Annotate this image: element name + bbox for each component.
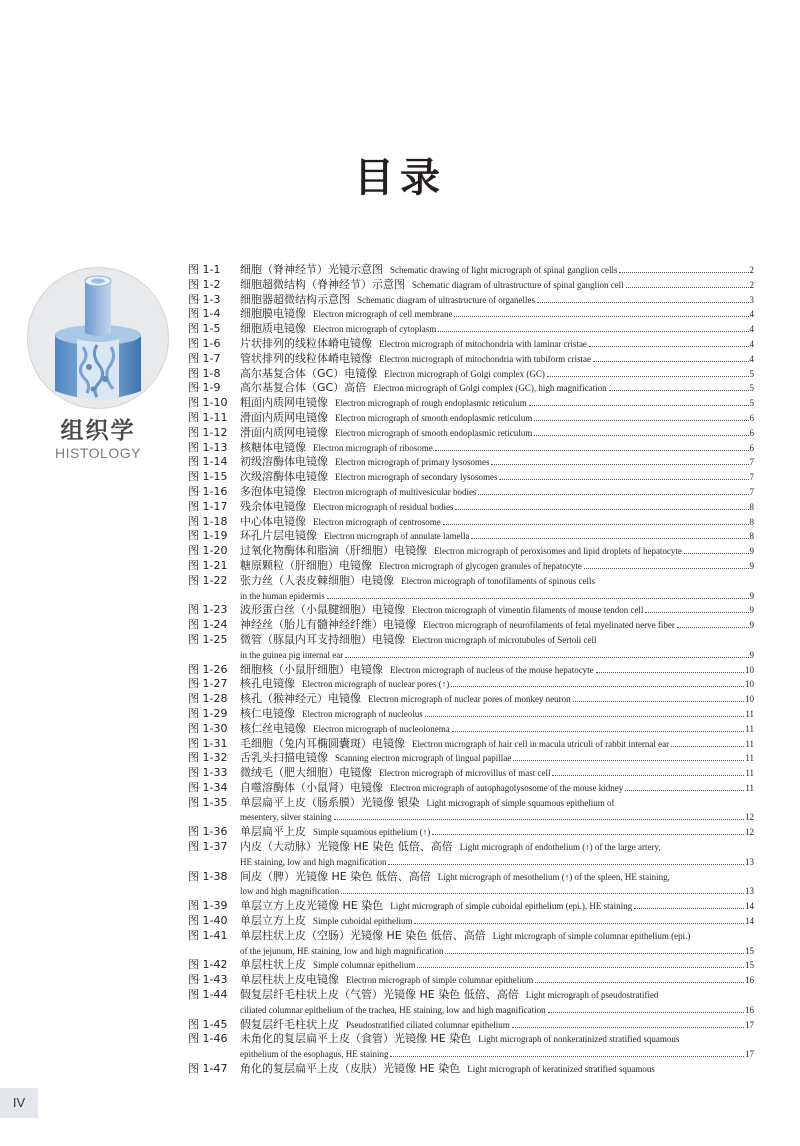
entry-title-en: Electron micrograph of hair cell in macula utriculi of rabbit internal ear xyxy=(412,738,670,749)
entry-title-zh: 细胞膜电镜像 xyxy=(240,307,306,321)
entry-title-zh: 神经丝（胎儿有髓神经纤维）电镜像 xyxy=(240,618,416,632)
toc-entry[interactable] xyxy=(188,870,754,900)
page-number: IV xyxy=(0,1088,38,1118)
leader-dots xyxy=(573,701,744,702)
entry-page: 11 xyxy=(745,768,754,779)
leader-dots xyxy=(625,790,744,791)
entry-title-en-cont: ciliated columnar epithelium of the trachea, HE staining, low and high magnification xyxy=(240,1004,546,1015)
entry-title-en: Light micrograph of endothelium (↑) of the large artery, xyxy=(459,842,661,853)
figure-number: 图 1-43 xyxy=(188,973,228,987)
entry-title-en: Electron micrograph of nucleolus xyxy=(302,708,423,719)
figure-number: 图 1-25 xyxy=(188,632,228,646)
leader-dots xyxy=(535,982,744,983)
figure-number: 图 1-45 xyxy=(188,1017,228,1031)
toc-entry[interactable] xyxy=(188,396,754,411)
entry-page: 9 xyxy=(749,605,754,616)
figure-number: 图 1-24 xyxy=(188,618,228,632)
leader-dots xyxy=(443,524,749,525)
entry-title-zh: 核孔电镜像 xyxy=(240,677,295,691)
entry-page: 4 xyxy=(749,324,754,335)
table-of-contents xyxy=(188,263,754,1077)
leader-dots xyxy=(438,331,748,332)
figure-number: 图 1-37 xyxy=(188,840,228,854)
toc-entry[interactable] xyxy=(188,559,754,574)
entry-title-en: Electron micrograph of secondary lysosomes xyxy=(335,472,498,483)
figure-number: 图 1-9 xyxy=(188,381,221,395)
entry-page: 13 xyxy=(745,886,754,897)
entry-page: 4 xyxy=(749,309,754,320)
entry-title-en: Electron micrograph of autophagolysosome of the mouse kidney xyxy=(390,782,624,793)
figure-number: 图 1-35 xyxy=(188,795,228,809)
figure-number: 图 1-5 xyxy=(188,322,221,336)
leader-dots xyxy=(452,731,745,732)
figure-number: 图 1-33 xyxy=(188,766,228,780)
figure-number: 图 1-27 xyxy=(188,677,228,691)
entry-title-zh: 内皮（大动脉）光镜像 HE 染色 低倍、高倍 xyxy=(240,840,453,854)
toc-entry[interactable] xyxy=(188,766,754,781)
entry-page: 10 xyxy=(745,694,754,705)
figure-number: 图 1-14 xyxy=(188,455,228,469)
toc-entry[interactable] xyxy=(188,500,754,515)
entry-page: 9 xyxy=(749,649,754,660)
toc-entry[interactable] xyxy=(188,1018,754,1033)
entry-title-en: Electron micrograph of nuclear pores of monkey neuron xyxy=(368,694,571,705)
entry-page: 9 xyxy=(749,620,754,631)
entry-page: 3 xyxy=(749,294,754,305)
entry-title-en: Electron micrograph of Golgi complex (GC) xyxy=(384,368,545,379)
leader-dots xyxy=(445,953,744,954)
entry-title-en: Simple columnar epithelium xyxy=(313,960,416,971)
toc-entry[interactable] xyxy=(188,426,754,441)
leader-dots xyxy=(345,657,748,658)
leader-dots xyxy=(609,390,749,391)
entry-title-zh: 间皮（脾）光镜像 HE 染色 低倍、高倍 xyxy=(240,869,431,883)
entry-title-en-cont: low and high magnification xyxy=(240,886,340,897)
entry-title-zh: 细胞质电镜像 xyxy=(240,322,306,336)
toc-entry[interactable] xyxy=(188,707,754,722)
figure-number: 图 1-10 xyxy=(188,396,228,410)
leader-dots xyxy=(327,598,749,599)
figure-number: 图 1-8 xyxy=(188,366,221,380)
leader-dots xyxy=(626,287,749,288)
figure-number: 图 1-15 xyxy=(188,470,228,484)
leader-dots xyxy=(671,746,744,747)
entry-page: 9 xyxy=(749,590,754,601)
entry-page: 15 xyxy=(745,960,754,971)
entry-title-en: Electron micrograph of simple columnar epithelium xyxy=(346,975,534,986)
figure-number: 图 1-1 xyxy=(188,263,221,276)
entry-page: 16 xyxy=(745,975,754,986)
leader-dots xyxy=(432,834,744,835)
leader-dots xyxy=(414,923,744,924)
entry-title-zh: 单层柱状上皮电镜像 xyxy=(240,973,339,987)
entry-title-en: Electron micrograph of neurofilaments of fetal myelinated nerve fiber xyxy=(423,620,675,631)
toc-entry[interactable] xyxy=(188,1032,754,1062)
leader-dots xyxy=(529,405,749,406)
entry-title-zh: 环孔片层电镜像 xyxy=(240,529,317,543)
entry-page: 12 xyxy=(745,812,754,823)
figure-number: 图 1-41 xyxy=(188,928,228,942)
entry-title-en-cont: in the guinea pig internal ear xyxy=(240,649,344,660)
figure-number: 图 1-30 xyxy=(188,721,228,735)
entry-title-en: Light micrograph of mesothelium (↑) of the spleen, HE staining, xyxy=(437,871,670,882)
entry-title-en: Electron micrograph of tonofilaments of spinous cells xyxy=(401,575,595,586)
entry-title-zh: 舌乳头扫描电镜像 xyxy=(240,751,328,765)
entry-title-en: Light micrograph of pseudostratified xyxy=(525,990,659,1001)
entry-title-zh: 滑面内质网电镜像 xyxy=(240,410,328,424)
section-title-en: HISTOLOGY xyxy=(55,445,141,461)
figure-number: 图 1-16 xyxy=(188,484,228,498)
leader-dots xyxy=(451,686,744,687)
figure-number: 图 1-31 xyxy=(188,736,228,750)
leader-dots xyxy=(390,1056,744,1057)
toc-entry[interactable] xyxy=(188,441,754,456)
entry-title-en: Electron micrograph of nucleus of the mouse hepatocyte xyxy=(390,664,594,675)
leader-dots xyxy=(388,864,744,865)
entry-title-zh: 管状排列的线粒体嵴电镜像 xyxy=(240,351,372,365)
entry-title-zh: 毛细胞（兔内耳椭圆囊斑）电镜像 xyxy=(240,736,405,750)
toc-entry[interactable] xyxy=(188,825,754,840)
toc-entry[interactable] xyxy=(188,515,754,530)
entry-page: 5 xyxy=(749,398,754,409)
entry-title-en: Electron micrograph of nucleolonema xyxy=(313,723,450,734)
entry-page: 16 xyxy=(745,1004,754,1015)
toc-entry[interactable] xyxy=(188,692,754,707)
entry-title-en: Electron micrograph of microvillus of mast cell xyxy=(379,768,551,779)
entry-title-zh: 过氧化物酶体和脂滴（肝细胞）电镜像 xyxy=(240,544,427,558)
entry-title-en: Electron micrograph of cytoplasm xyxy=(313,324,437,335)
figure-number: 图 1-18 xyxy=(188,514,228,528)
leader-dots xyxy=(552,775,744,776)
entry-title-zh: 粗面内质网电镜像 xyxy=(240,396,328,410)
entry-title-en-cont: HE staining, low and high magnification xyxy=(240,856,387,867)
cell-cylinder-icon xyxy=(27,267,169,409)
leader-dots xyxy=(634,908,744,909)
leader-dots xyxy=(334,819,744,820)
toc-entry[interactable] xyxy=(188,1062,754,1077)
figure-number: 图 1-4 xyxy=(188,307,221,321)
entry-title-en: Schematic diagram of ultrastructure of spinal ganglion cell xyxy=(412,279,624,290)
entry-title-zh: 片状排列的线粒体嵴电镜像 xyxy=(240,336,372,350)
leader-dots xyxy=(589,346,749,347)
figure-number: 图 1-28 xyxy=(188,692,228,706)
entry-title-en: Electron micrograph of Golgi complex (GC), high magnification xyxy=(373,383,607,394)
entry-page: 9 xyxy=(749,546,754,557)
entry-title-en: Electron micrograph of cell membrane xyxy=(313,309,453,320)
leader-dots xyxy=(596,672,744,673)
figure-number: 图 1-21 xyxy=(188,558,228,572)
figure-number: 图 1-20 xyxy=(188,544,228,558)
entry-page: 8 xyxy=(749,531,754,542)
entry-title-zh: 假复层纤毛柱状上皮 xyxy=(240,1017,339,1031)
leader-dots xyxy=(512,1027,744,1028)
entry-title-en: Electron micrograph of ribosome xyxy=(313,442,433,453)
figure-number: 图 1-19 xyxy=(188,529,228,543)
entry-title-zh: 核仁电镜像 xyxy=(240,706,295,720)
toc-entry[interactable] xyxy=(188,367,754,382)
entry-page: 8 xyxy=(749,516,754,527)
entry-title-en: Simple squamous epithelium (↑) xyxy=(313,827,431,838)
figure-number: 图 1-36 xyxy=(188,825,228,839)
leader-dots xyxy=(417,967,744,968)
entry-title-zh: 单层柱状上皮 xyxy=(240,958,306,972)
leader-dots xyxy=(677,627,749,628)
toc-entry[interactable] xyxy=(188,796,754,826)
entry-title-en: Electron micrograph of primary lysosomes xyxy=(335,457,490,468)
entry-title-zh: 次级溶酶体电镜像 xyxy=(240,470,328,484)
leader-dots xyxy=(537,302,748,303)
figure-number: 图 1-47 xyxy=(188,1062,228,1076)
entry-title-en: Electron micrograph of rough endoplasmic reticulum xyxy=(335,398,527,409)
entry-title-zh: 多泡体电镜像 xyxy=(240,484,306,498)
entry-title-zh: 微管（豚鼠内耳支持细胞）电镜像 xyxy=(240,632,405,646)
toc-entry[interactable] xyxy=(188,618,754,633)
toc-entry[interactable] xyxy=(188,781,754,796)
entry-title-zh: 高尔基复合体（GC）高倍 xyxy=(240,381,367,395)
entry-title-en: Electron micrograph of nuclear pores (↑) xyxy=(302,679,450,690)
entry-title-zh: 假复层纤毛柱状上皮（气管）光镜像 HE 染色 低倍、高倍 xyxy=(240,988,519,1002)
leader-dots xyxy=(548,1012,744,1013)
entry-page: 2 xyxy=(749,265,754,275)
figure-number: 图 1-34 xyxy=(188,780,228,794)
toc-entry[interactable] xyxy=(188,337,754,352)
toc-entry[interactable] xyxy=(188,293,754,308)
toc-entry[interactable] xyxy=(188,574,754,604)
entry-page: 11 xyxy=(745,782,754,793)
toc-entry[interactable] xyxy=(188,973,754,988)
entry-title-en: Electron micrograph of centrosome xyxy=(313,516,441,527)
figure-number: 图 1-23 xyxy=(188,603,228,617)
toc-entry[interactable] xyxy=(188,929,754,959)
toc-entry[interactable] xyxy=(188,470,754,485)
entry-title-zh: 微绒毛（肥大细胞）电镜像 xyxy=(240,766,372,780)
entry-title-en: Light micrograph of simple cuboidal epithelium (epi.), HE staining xyxy=(390,901,633,912)
entry-title-en: Light micrograph of simple columnar epithelium (epi.) xyxy=(492,930,691,941)
toc-entry[interactable] xyxy=(188,899,754,914)
entry-page: 8 xyxy=(749,501,754,512)
entry-title-en: Electron micrograph of annulate lamella xyxy=(324,531,470,542)
entry-title-zh: 核仁丝电镜像 xyxy=(240,721,306,735)
leader-dots xyxy=(491,464,748,465)
entry-title-en: Electron micrograph of multivesicular bodies xyxy=(313,486,477,497)
entry-page: 11 xyxy=(745,738,754,749)
entry-title-en: Electron micrograph of vimentin filaments of mouse tendon cell xyxy=(412,605,644,616)
entry-page: 7 xyxy=(749,457,754,468)
entry-page: 17 xyxy=(745,1049,754,1060)
entry-title-zh: 波形蛋白丝（小鼠腱细胞）电镜像 xyxy=(240,603,405,617)
leader-dots xyxy=(499,479,748,480)
entry-title-en: Schematic drawing of light micrograph of spinal ganglion cells xyxy=(390,265,618,275)
leader-dots xyxy=(619,272,748,273)
entry-page: 14 xyxy=(745,901,754,912)
entry-title-en: Light micrograph of keratinized stratified squamous xyxy=(467,1064,655,1075)
figure-number: 图 1-46 xyxy=(188,1032,228,1046)
section-title-zh: 组织学 xyxy=(60,418,136,444)
entry-page: 4 xyxy=(749,338,754,349)
entry-page: 5 xyxy=(749,368,754,379)
entry-title-en: Schematic diagram of ultrastructure of organelles xyxy=(357,294,536,305)
toc-entry[interactable] xyxy=(188,958,754,973)
leader-dots xyxy=(478,494,748,495)
leader-dots xyxy=(645,612,748,613)
leader-dots xyxy=(454,316,748,317)
toc-entry[interactable] xyxy=(188,485,754,500)
entry-page: 14 xyxy=(745,916,754,927)
entry-title-zh: 初级溶酶体电镜像 xyxy=(240,455,328,469)
leader-dots xyxy=(593,361,749,362)
leader-dots xyxy=(435,450,749,451)
entry-title-en: Electron micrograph of glycogen granules of hepatocyte xyxy=(379,560,582,571)
entry-page: 7 xyxy=(749,472,754,483)
entry-title-en: Electron micrograph of peroxisomes and lipid droplets of hepatocyte xyxy=(434,546,682,557)
entry-title-en: Scanning electron micrograph of lingual papillae xyxy=(335,753,512,764)
figure-number: 图 1-40 xyxy=(188,914,228,928)
entry-title-zh: 细胞核（小鼠肝细胞）电镜像 xyxy=(240,662,383,676)
leader-dots xyxy=(684,553,749,554)
entry-title-zh: 单层立方上皮 xyxy=(240,914,306,928)
toc-entry[interactable] xyxy=(188,278,754,293)
entry-title-zh: 角化的复层扁平上皮（皮肤）光镜像 HE 染色 xyxy=(240,1062,461,1076)
figure-number: 图 1-12 xyxy=(188,425,228,439)
entry-title-en: Electron micrograph of mitochondria with laminar cristae xyxy=(379,338,587,349)
entry-title-en-cont: mesentery, silver staining xyxy=(240,812,332,823)
entry-title-zh: 单层扁平上皮 xyxy=(240,825,306,839)
leader-dots xyxy=(425,716,745,717)
entry-title-zh: 糖原颗粒（肝细胞）电镜像 xyxy=(240,558,372,572)
toc-entry[interactable] xyxy=(188,352,754,367)
toc-entry[interactable] xyxy=(188,751,754,766)
entry-page: 11 xyxy=(745,708,754,719)
leader-dots xyxy=(471,538,748,539)
toc-entry[interactable] xyxy=(188,411,754,426)
leader-dots xyxy=(455,509,748,510)
toc-entry[interactable] xyxy=(188,381,754,396)
entry-title-en-cont: epithelium of the esophagus, HE staining xyxy=(240,1049,389,1060)
entry-page: 17 xyxy=(745,1019,754,1030)
figure-number: 图 1-39 xyxy=(188,899,228,913)
toc-entry[interactable] xyxy=(188,529,754,544)
toc-entry[interactable] xyxy=(188,263,754,278)
figure-number: 图 1-32 xyxy=(188,751,228,765)
toc-entry[interactable] xyxy=(188,455,754,470)
figure-number: 图 1-7 xyxy=(188,351,221,365)
figure-number: 图 1-13 xyxy=(188,440,228,454)
entry-page: 12 xyxy=(745,827,754,838)
entry-title-en-cont: of the jejunum, HE staining, low and high magnification xyxy=(240,945,444,956)
entry-page: 9 xyxy=(749,560,754,571)
entry-title-zh: 自噬溶酶体（小鼠肾）电镜像 xyxy=(240,780,383,794)
leader-dots xyxy=(534,435,748,436)
entry-title-zh: 单层立方上皮光镜像 HE 染色 xyxy=(240,899,384,913)
entry-page: 6 xyxy=(749,412,754,423)
toc-entry[interactable] xyxy=(188,633,754,663)
figure-number: 图 1-6 xyxy=(188,336,221,350)
leader-dots xyxy=(534,420,748,421)
entry-title-en-cont: in the human epidermis xyxy=(240,590,325,601)
figure-number: 图 1-17 xyxy=(188,499,228,513)
entry-page: 5 xyxy=(749,383,754,394)
entry-page: 13 xyxy=(745,856,754,867)
toc-entry[interactable] xyxy=(188,544,754,559)
entry-title-en: Electron micrograph of mitochondria with tubiform cristae xyxy=(379,353,591,364)
toc-entry[interactable] xyxy=(188,737,754,752)
section-emblem xyxy=(27,267,169,409)
entry-page: 2 xyxy=(749,279,754,290)
entry-page: 11 xyxy=(745,753,754,764)
entry-page: 11 xyxy=(745,723,754,734)
entry-title-zh: 中心体电镜像 xyxy=(240,514,306,528)
entry-title-en: Light micrograph of simple squamous epithelium of xyxy=(426,797,615,808)
entry-page: 15 xyxy=(745,945,754,956)
entry-title-zh: 未角化的复层扁平上皮（食管）光镜像 HE 染色 xyxy=(240,1032,472,1046)
entry-title-zh: 细胞（脊神经节）光镜示意图 xyxy=(240,263,383,276)
entry-title-zh: 张力丝（人表皮棘细胞）电镜像 xyxy=(240,573,394,587)
leader-dots xyxy=(341,893,744,894)
figure-number: 图 1-22 xyxy=(188,573,228,587)
entry-title-en: Electron micrograph of residual bodies xyxy=(313,501,454,512)
entry-title-zh: 细胞超微结构（脊神经节）示意图 xyxy=(240,277,405,291)
toc-entry[interactable] xyxy=(188,677,754,692)
entry-page: 10 xyxy=(745,679,754,690)
entry-title-en: Light micrograph of nonkeratinized stratified squamous xyxy=(478,1034,680,1045)
entry-page: 4 xyxy=(749,353,754,364)
toc-entry[interactable] xyxy=(188,840,754,870)
figure-number: 图 1-11 xyxy=(188,410,228,424)
page-title: 目录 xyxy=(354,154,446,201)
entry-title-zh: 滑面内质网电镜像 xyxy=(240,425,328,439)
leader-dots xyxy=(547,376,749,377)
figure-number: 图 1-38 xyxy=(188,869,228,883)
toc-entry[interactable] xyxy=(188,663,754,678)
toc-entry[interactable] xyxy=(188,603,754,618)
entry-title-zh: 高尔基复合体（GC）电镜像 xyxy=(240,366,378,380)
entry-page: 6 xyxy=(749,442,754,453)
entry-title-en: Simple cuboidal epithelium xyxy=(313,916,413,927)
figure-number: 图 1-44 xyxy=(188,988,228,1002)
entry-title-zh: 单层扁平上皮（肠系膜）光镜像 银染 xyxy=(240,795,420,809)
entry-title-en: Electron micrograph of microtubules of Sertoli cell xyxy=(412,634,597,645)
entry-title-zh: 单层柱状上皮（空肠）光镜像 HE 染色 低倍、高倍 xyxy=(240,928,486,942)
toc-entry[interactable] xyxy=(188,722,754,737)
toc-entry[interactable] xyxy=(188,914,754,929)
leader-dots xyxy=(513,760,744,761)
entry-title-zh: 残余体电镜像 xyxy=(240,499,306,513)
figure-number: 图 1-29 xyxy=(188,706,228,720)
entry-page: 7 xyxy=(749,486,754,497)
figure-number: 图 1-42 xyxy=(188,958,228,972)
figure-number: 图 1-26 xyxy=(188,662,228,676)
entry-page: 6 xyxy=(749,427,754,438)
entry-title-zh: 核糖体电镜像 xyxy=(240,440,306,454)
figure-number: 图 1-2 xyxy=(188,277,221,291)
entry-title-en: Pseudostratified ciliated columnar epithelium xyxy=(346,1019,510,1030)
toc-entry[interactable] xyxy=(188,322,754,337)
leader-dots xyxy=(584,568,749,569)
entry-page: 10 xyxy=(745,664,754,675)
toc-entry[interactable] xyxy=(188,988,754,1018)
entry-title-zh: 细胞器超微结构示意图 xyxy=(240,292,350,306)
entry-title-zh: 核孔（猴神经元）电镜像 xyxy=(240,692,361,706)
figure-number: 图 1-3 xyxy=(188,292,221,306)
entry-title-en: Electron micrograph of smooth endoplasmic reticulum xyxy=(335,427,533,438)
entry-title-en: Electron micrograph of smooth endoplasmic reticulum xyxy=(335,412,533,423)
toc-entry[interactable] xyxy=(188,307,754,322)
